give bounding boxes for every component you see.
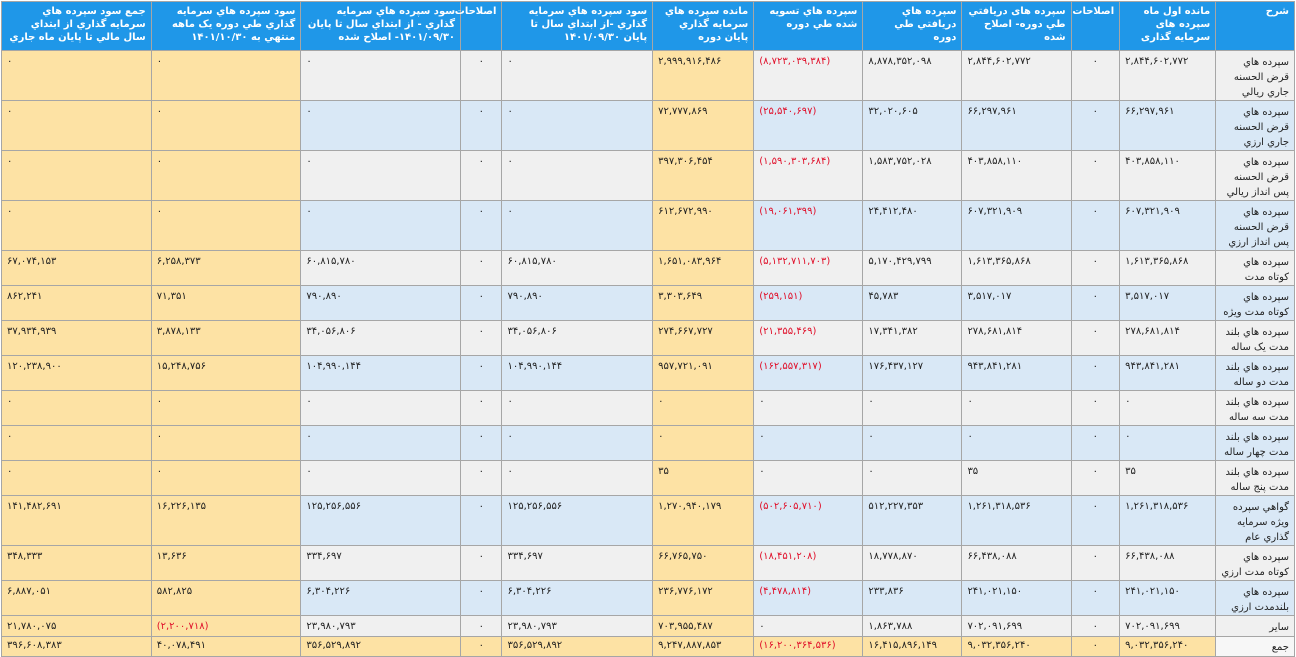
table-cell: ۰ (1071, 616, 1120, 637)
table-cell: ۲,۸۴۴,۶۰۲,۷۷۲ (962, 51, 1071, 101)
table-cell: ۰ (151, 101, 301, 151)
row-description: سپرده هاي کوتاه مدت (1216, 251, 1295, 286)
table-cell: ۰ (962, 391, 1071, 426)
table-cell: ۰ (461, 356, 502, 391)
row-description: ساير (1216, 616, 1295, 637)
total-row (2, 637, 1295, 657)
table-cell: ۳,۸۷۸,۱۳۳ (151, 321, 301, 356)
table-cell: ۰ (502, 201, 653, 251)
table-cell: ۱۷۶,۴۳۷,۱۲۷ (863, 356, 962, 391)
table-cell: ۰ (461, 321, 502, 356)
row-description: سپرده هاي قرض الحسنه جاري ارزي (1216, 101, 1295, 151)
table-cell: ۲۴۱,۰۲۱,۱۵۰ (962, 581, 1071, 616)
col-header-profit-ytd-adjusted: سود سپرده هاي سرمايه گذاري - از ابتداي سال تا پايان ۱۴۰۱/۰۹/۳۰- اصلاح شده (301, 2, 461, 51)
deposits-table (1, 1, 1295, 657)
row-description: سپرده هاي قرض الحسنه پس انداز ارزي (1216, 201, 1295, 251)
table-cell: ۰ (461, 546, 502, 581)
table-row (2, 201, 1295, 251)
table-row (2, 391, 1295, 426)
table-cell: ۳,۵۱۷,۰۱۷ (1120, 286, 1216, 321)
table-cell: ۲۷۸,۶۸۱,۸۱۴ (1120, 321, 1216, 356)
table-cell: (۴,۴۷۸,۸۱۴) (754, 581, 863, 616)
table-cell: ۰ (1120, 391, 1216, 426)
col-header-profit-month: سود سپرده هاي سرمايه گذاري طي دوره يک ماهه منتهي به ۱۴۰۱/۱۰/۳۰ (151, 2, 301, 51)
col-header-profit-ytd: سود سپرده هاي سرمايه گذاري -از ابتداي سال تا پايان ۱۴۰۱/۰۹/۳۰ (502, 2, 653, 51)
table-cell: ۷۱,۳۵۱ (151, 286, 301, 321)
table-row (2, 101, 1295, 151)
table-cell: ۱۴۱,۴۸۲,۶۹۱ (2, 496, 152, 546)
table-cell: ۱۵,۲۴۸,۷۵۶ (151, 356, 301, 391)
table-cell: ۲,۸۴۴,۶۰۲,۷۷۲ (1120, 51, 1216, 101)
table-cell: ۳۴,۰۵۶,۸۰۶ (301, 321, 461, 356)
table-cell: ۵۱۲,۲۲۷,۳۵۳ (863, 496, 962, 546)
table-cell: ۶۶,۴۳۸,۰۸۸ (1120, 546, 1216, 581)
table-row (2, 356, 1295, 391)
table-cell: ۵۸۲,۸۲۵ (151, 581, 301, 616)
table-cell: ۱,۶۱۳,۳۶۵,۸۶۸ (1120, 251, 1216, 286)
table-cell: ۰ (2, 426, 152, 461)
table-cell: ۶۰۷,۳۲۱,۹۰۹ (1120, 201, 1216, 251)
table-cell: ۴۰۳,۸۵۸,۱۱۰ (962, 151, 1071, 201)
table-cell: ۵,۱۷۰,۴۲۹,۷۹۹ (863, 251, 962, 286)
table-cell: ۱,۲۶۱,۳۱۸,۵۳۶ (962, 496, 1071, 546)
table-cell: ۴۰,۰۷۸,۴۹۱ (151, 637, 301, 657)
table-cell: ۶,۸۸۷,۰۵۱ (2, 581, 152, 616)
table-row (2, 426, 1295, 461)
table-cell: ۹۵۷,۷۲۱,۰۹۱ (653, 356, 754, 391)
table-cell: ۲۳۶,۷۷۶,۱۷۲ (653, 581, 754, 616)
table-cell: ۳۵ (1120, 461, 1216, 496)
table-cell: ۲۳,۹۸۰,۷۹۳ (301, 616, 461, 637)
table-cell: ۰ (1071, 51, 1120, 101)
table-cell: ۰ (1071, 461, 1120, 496)
table-cell: ۶۶,۲۹۷,۹۶۱ (1120, 101, 1216, 151)
table-cell: ۱۳,۶۳۶ (151, 546, 301, 581)
table-cell: (۲۵۹,۱۵۱) (754, 286, 863, 321)
table-cell: ۳,۵۱۷,۰۱۷ (962, 286, 1071, 321)
table-cell: ۲۱,۷۸۰,۰۷۵ (2, 616, 152, 637)
row-description: سپرده هاي قرض الحسنه جاري ريالي (1216, 51, 1295, 101)
table-cell: ۲۷۸,۶۸۱,۸۱۴ (962, 321, 1071, 356)
table-cell: ۰ (461, 616, 502, 637)
table-cell: ۹۴۳,۸۴۱,۲۸۱ (1120, 356, 1216, 391)
row-description: سپرده هاي قرض الحسنه پس انداز ريالي (1216, 151, 1295, 201)
table-cell: ۴۵,۷۸۳ (863, 286, 962, 321)
table-row (2, 51, 1295, 101)
table-cell: (۵۰۲,۶۰۵,۷۱۰) (754, 496, 863, 546)
table-cell: ۰ (754, 426, 863, 461)
table-cell: ۳۲,۰۲۰,۶۰۵ (863, 101, 962, 151)
table-cell: ۳۵ (653, 461, 754, 496)
table-cell: ۶,۳۰۴,۲۲۶ (502, 581, 653, 616)
table-cell: ۴۰۳,۸۵۸,۱۱۰ (1120, 151, 1216, 201)
table-cell: ۰ (301, 426, 461, 461)
row-description: سپرده هاي کوتاه مدت ارزي (1216, 546, 1295, 581)
table-cell: ۰ (301, 201, 461, 251)
table-cell: ۰ (863, 426, 962, 461)
table-cell: ۷۲,۷۷۷,۸۶۹ (653, 101, 754, 151)
table-cell: ۰ (151, 151, 301, 201)
table-cell: ۰ (863, 461, 962, 496)
table-cell: ۳۵۶,۵۲۹,۸۹۲ (301, 637, 461, 657)
table-cell: ۰ (461, 286, 502, 321)
table-cell: ۸۶۲,۲۴۱ (2, 286, 152, 321)
table-cell: ۰ (151, 391, 301, 426)
table-cell: ۳۹۶,۶۰۸,۳۸۳ (2, 637, 152, 657)
table-cell: (۵,۱۳۲,۷۱۱,۷۰۳) (754, 251, 863, 286)
table-cell: (۱۶۲,۵۵۷,۳۱۷) (754, 356, 863, 391)
table-cell: ۰ (461, 251, 502, 286)
table-cell: ۰ (1120, 426, 1216, 461)
table-cell: ۰ (461, 581, 502, 616)
table-cell: (۱۹,۰۶۱,۳۹۹) (754, 201, 863, 251)
table-cell: ۰ (461, 426, 502, 461)
row-description: سپرده هاي بلند مدت پنج ساله (1216, 461, 1295, 496)
table-cell: ۰ (502, 426, 653, 461)
table-cell: ۰ (1071, 581, 1120, 616)
table-cell: ۲۳۳,۸۳۶ (863, 581, 962, 616)
col-header-received: سپرده هاي دريافتي طي دوره (863, 2, 962, 51)
col-header-adjustments: اصلاحات (1071, 2, 1120, 51)
table-cell: ۷۰۲,۰۹۱,۶۹۹ (962, 616, 1071, 637)
table-cell: ۰ (502, 51, 653, 101)
table-cell: ۰ (1071, 151, 1120, 201)
table-cell: ۶۶,۴۳۸,۰۸۸ (962, 546, 1071, 581)
table-cell: ۱,۲۷۰,۹۴۰,۱۷۹ (653, 496, 754, 546)
table-cell: ۰ (1071, 321, 1120, 356)
table-cell: ۰ (301, 461, 461, 496)
table-cell: ۰ (1071, 101, 1120, 151)
table-cell: ۳۴۸,۳۳۳ (2, 546, 152, 581)
table-cell: ۷۹۰,۸۹۰ (301, 286, 461, 321)
table-cell: ۰ (1071, 426, 1120, 461)
table-cell: ۱۲۰,۲۳۸,۹۰۰ (2, 356, 152, 391)
table-cell: ۰ (653, 426, 754, 461)
table-cell: ۰ (2, 101, 152, 151)
header-row (2, 2, 1295, 51)
col-header-profit-adjustments: اصلاحات (461, 2, 502, 51)
table-cell: ۰ (754, 616, 863, 637)
row-description: جمع (1216, 637, 1295, 657)
table-cell: ۰ (151, 201, 301, 251)
table-cell: ۶,۲۵۸,۳۷۳ (151, 251, 301, 286)
table-cell: ۲,۹۹۹,۹۱۶,۴۸۶ (653, 51, 754, 101)
table-cell: ۰ (461, 496, 502, 546)
table-row (2, 286, 1295, 321)
table-cell: ۰ (502, 101, 653, 151)
table-row (2, 461, 1295, 496)
row-description: سپرده هاي بلند مدت يک ساله (1216, 321, 1295, 356)
table-cell: (۱۶,۲۰۰,۳۶۴,۵۳۶) (754, 637, 863, 657)
table-cell: ۲۷۴,۶۶۷,۷۲۷ (653, 321, 754, 356)
table-cell: ۳,۳۰۳,۶۴۹ (653, 286, 754, 321)
table-cell: ۰ (1071, 546, 1120, 581)
col-header-settled: سپرده هاي تسويه شده طي دوره (754, 2, 863, 51)
table-cell: (۱۸,۴۵۱,۲۰۸) (754, 546, 863, 581)
table-cell: ۲۴۱,۰۲۱,۱۵۰ (1120, 581, 1216, 616)
table-cell: ۰ (461, 51, 502, 101)
table-cell: ۶۶,۷۶۵,۷۵۰ (653, 546, 754, 581)
table-cell: ۰ (301, 391, 461, 426)
table-row (2, 251, 1295, 286)
table-cell: ۱۶,۴۱۵,۸۹۶,۱۴۹ (863, 637, 962, 657)
table-cell: ۲۳,۹۸۰,۷۹۳ (502, 616, 653, 637)
table-cell: ۰ (653, 391, 754, 426)
table-row (2, 496, 1295, 546)
table-cell: ۰ (461, 637, 502, 657)
table-cell: ۷۰۲,۰۹۱,۶۹۹ (1120, 616, 1216, 637)
col-header-description: شرح (1216, 2, 1295, 51)
table-row (2, 321, 1295, 356)
table-cell: ۰ (461, 151, 502, 201)
table-cell: ۰ (754, 461, 863, 496)
table-cell: ۱۸,۷۷۸,۸۷۰ (863, 546, 962, 581)
table-cell: (۲,۲۰۰,۷۱۸) (151, 616, 301, 637)
table-cell: ۰ (461, 461, 502, 496)
col-header-received-adjusted: سپرده های دریافتي طي دوره- اصلاح شده (962, 2, 1071, 51)
table-cell: ۰ (2, 201, 152, 251)
table-cell: ۸,۸۷۸,۳۵۲,۰۹۸ (863, 51, 962, 101)
table-cell: ۰ (1071, 286, 1120, 321)
row-description: سپرده هاي بلندمدت ارزي (1216, 581, 1295, 616)
table-cell: ۳۳۴,۶۹۷ (502, 546, 653, 581)
table-cell: ۲۴,۴۱۲,۴۸۰ (863, 201, 962, 251)
table-cell: ۰ (2, 151, 152, 201)
table-cell: ۶۰,۸۱۵,۷۸۰ (502, 251, 653, 286)
table-cell: ۰ (502, 391, 653, 426)
table-cell: ۰ (301, 101, 461, 151)
table-cell: ۰ (863, 391, 962, 426)
table-cell: ۰ (1071, 391, 1120, 426)
table-cell: ۱۰۴,۹۹۰,۱۴۴ (301, 356, 461, 391)
table-cell: ۰ (151, 426, 301, 461)
table-cell: (۲۱,۳۵۵,۴۶۹) (754, 321, 863, 356)
table-cell: ۶۶,۲۹۷,۹۶۱ (962, 101, 1071, 151)
table-cell: ۰ (2, 391, 152, 426)
table-row (2, 151, 1295, 201)
table-cell: ۶۷,۰۷۴,۱۵۳ (2, 251, 152, 286)
table-cell: ۰ (502, 461, 653, 496)
col-header-profit-total: جمع سود سپرده هاي سرمايه گذاري از ابتداي سال مالي تا پايان ماه جاري (2, 2, 152, 51)
table-cell: ۱۲۵,۲۵۶,۵۵۶ (502, 496, 653, 546)
table-cell: ۱۰۴,۹۹۰,۱۴۴ (502, 356, 653, 391)
table-cell: ۷۹۰,۸۹۰ (502, 286, 653, 321)
table-cell: ۰ (461, 201, 502, 251)
table-cell: ۰ (962, 426, 1071, 461)
table-cell: ۱,۶۵۱,۰۸۳,۹۶۴ (653, 251, 754, 286)
table-cell: ۱۶,۲۲۶,۱۳۵ (151, 496, 301, 546)
table-cell: ۰ (151, 461, 301, 496)
table-cell: ۳۳۴,۶۹۷ (301, 546, 461, 581)
table-cell: ۳۵ (962, 461, 1071, 496)
table-cell: ۰ (502, 151, 653, 201)
row-description: سپرده هاي بلند مدت چهار ساله (1216, 426, 1295, 461)
col-header-closing-balance: مانده سپرده هاي سرمايه گذاري پايان دوره (653, 2, 754, 51)
table-cell: ۰ (1071, 637, 1120, 657)
table-cell: ۱۷,۳۴۱,۳۸۲ (863, 321, 962, 356)
table-cell: ۹,۲۴۷,۸۸۷,۸۵۳ (653, 637, 754, 657)
table-cell: ۳۵۶,۵۲۹,۸۹۲ (502, 637, 653, 657)
col-header-opening-balance: مانده اول ماه سپرده های سرمایه گذاری (1120, 2, 1216, 51)
table-row (2, 546, 1295, 581)
table-cell: ۰ (1071, 496, 1120, 546)
table-cell: (۸,۷۲۳,۰۳۹,۳۸۴) (754, 51, 863, 101)
table-cell: (۱,۵۹۰,۳۰۳,۶۸۴) (754, 151, 863, 201)
table-cell: ۱,۸۶۳,۷۸۸ (863, 616, 962, 637)
row-description: سپرده هاي بلند مدت دو ساله (1216, 356, 1295, 391)
table-cell: ۱,۲۶۱,۳۱۸,۵۳۶ (1120, 496, 1216, 546)
table-cell: ۰ (461, 101, 502, 151)
table-cell: ۱,۵۸۳,۷۵۲,۰۲۸ (863, 151, 962, 201)
table-cell: ۰ (1071, 251, 1120, 286)
table-cell: ۰ (1071, 201, 1120, 251)
table-cell: ۰ (754, 391, 863, 426)
table-cell: ۱,۶۱۳,۳۶۵,۸۶۸ (962, 251, 1071, 286)
table-cell: ۰ (301, 51, 461, 101)
table-cell: ۰ (301, 151, 461, 201)
row-description: سپرده هاي کوتاه مدت ويژه (1216, 286, 1295, 321)
table-cell: ۰ (1071, 356, 1120, 391)
table-cell: ۶۰,۸۱۵,۷۸۰ (301, 251, 461, 286)
table-cell: ۳۴,۰۵۶,۸۰۶ (502, 321, 653, 356)
table-cell: ۹,۰۳۲,۳۵۶,۲۴۰ (962, 637, 1071, 657)
row-description: گواهي سپرده ويژه سرمايه گذاري عام (1216, 496, 1295, 546)
table-cell: ۱۲۵,۲۵۶,۵۵۶ (301, 496, 461, 546)
table-cell: ۰ (2, 51, 152, 101)
row-description: سپرده هاي بلند مدت سه ساله (1216, 391, 1295, 426)
table-cell: ۳۷,۹۳۴,۹۳۹ (2, 321, 152, 356)
table-cell: ۰ (2, 461, 152, 496)
table-cell: ۳۹۷,۳۰۶,۴۵۴ (653, 151, 754, 201)
table-cell: ۶۱۲,۶۷۲,۹۹۰ (653, 201, 754, 251)
table-row (2, 581, 1295, 616)
table-cell: ۰ (151, 51, 301, 101)
table-cell: (۲۵,۵۴۰,۶۹۷) (754, 101, 863, 151)
table-cell: ۶۰۷,۳۲۱,۹۰۹ (962, 201, 1071, 251)
table-cell: ۶,۳۰۴,۲۲۶ (301, 581, 461, 616)
table-cell: ۷۰۳,۹۵۵,۴۸۷ (653, 616, 754, 637)
table-cell: ۰ (461, 391, 502, 426)
table-cell: ۹۴۳,۸۴۱,۲۸۱ (962, 356, 1071, 391)
table-row (2, 616, 1295, 637)
table-cell: ۹,۰۳۲,۳۵۶,۲۴۰ (1120, 637, 1216, 657)
